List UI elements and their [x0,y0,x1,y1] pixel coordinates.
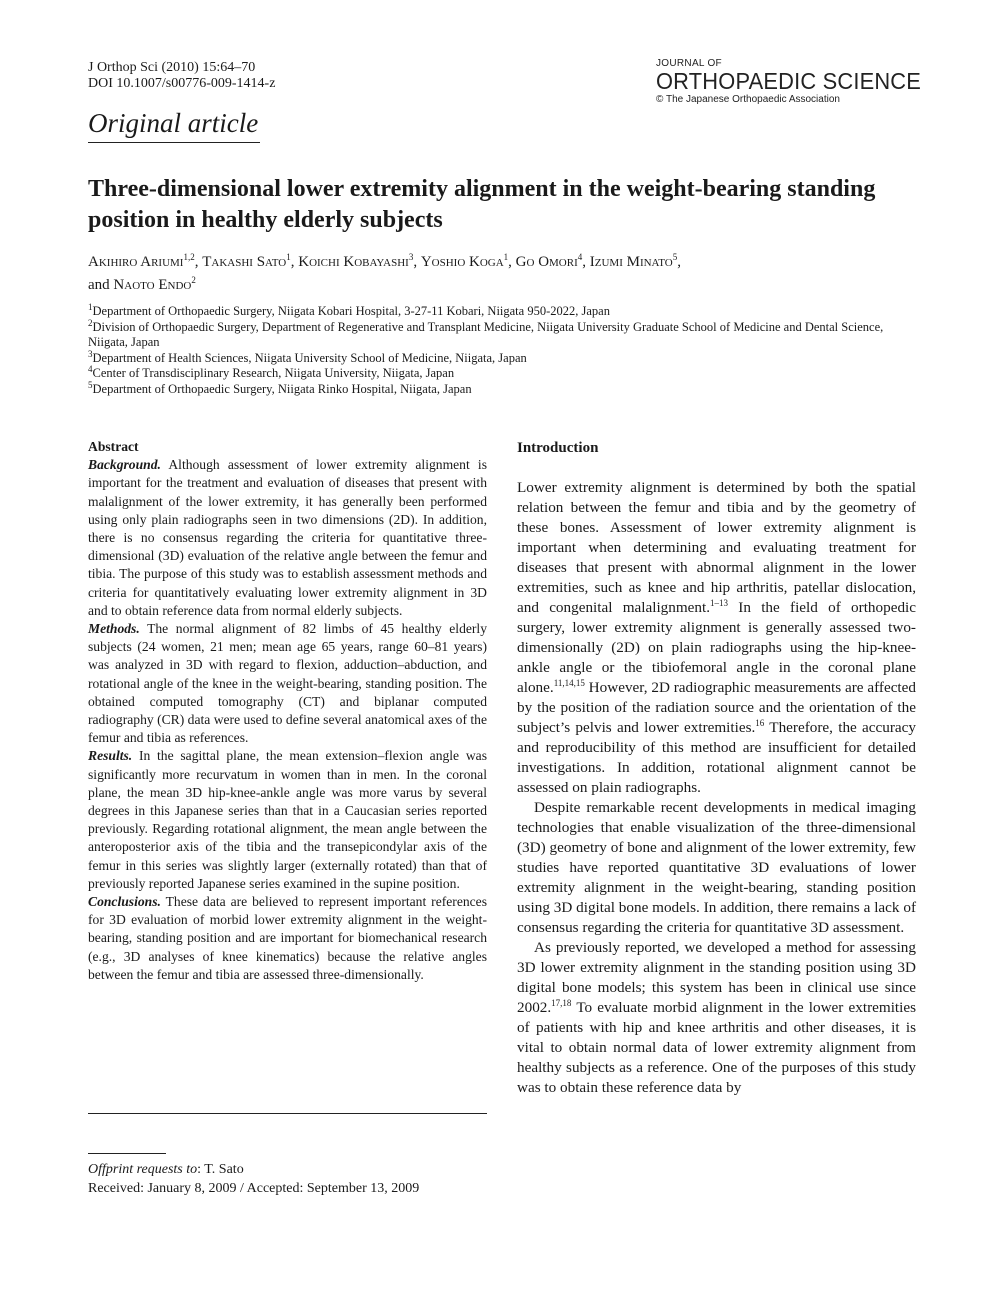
received-line: Received: January 8, 2009 / Accepted: September 13, 2009 [88,1181,420,1196]
intro-text: Therefore, the accuracy and reproducibility of this method are insufficient for detailed investigations. In addition, rotational alignment cannot be assessed on plain radiographs. [517,719,916,796]
footnote-divider [88,1153,166,1154]
affiliation-item [88,317,908,351]
affiliation-text: Department of Orthopaedic Surgery, Niigata Rinko Hospital, Niigata, Japan [92,381,472,396]
abstract-heading: Abstract [88,439,139,454]
author-affil-sup: 1 [503,252,509,262]
introduction-section [517,438,916,1098]
affiliation-item [88,301,908,320]
background-label: Background. [88,457,161,473]
author-affil-sup: 3 [408,252,414,262]
author-sep: , [290,254,299,270]
author-name: Koichi Kobayashi [298,254,409,270]
results-text: In the sagittal plane, the mean extension–flexion angle was significantly more recurvatum in women than in men. In the coronal plane, the mean 3D hip-knee-ankle angle was more varus by several degrees in this Japanese series than that in a Caucasian series reported previously. Regarding rotational alignment, the mean angle between the anteroposterior axis of the tibia and the transepicondylar axis of the femur in this series was slightly larger (externally rotated) than that of previously reported Japanese series examined in the supine position. [88,748,487,891]
reference-sup[interactable]: 1–13 [710,597,729,608]
author-affil-sup: 4 [577,252,583,262]
author-sep: , [413,254,421,270]
article-type: Original article [88,108,259,138]
affiliation-item [88,363,908,382]
author-name: Go Omori [515,254,578,270]
abstract-background [88,456,487,620]
abstract-conclusions [88,893,487,984]
abstract-section [88,438,487,984]
doi[interactable]: DOI 10.1007/s00776-009-1414-z [88,76,276,91]
offprint-line [88,1160,487,1179]
author-name: Naoto Endo [113,277,192,293]
article-title: Three-dimensional lower extremity alignment in the weight-bearing standing position in healthy elderly subjects [88,176,876,233]
conclusions-text: These data are believed to represent important references for 3D evaluation of morbid lower extremity alignment in the weight-bearing, standing position and are important for biomechanical research (e.g., 3D analyses of knee kinematics) because the relative angles between the femur and tibia are assessed three-dimensionally. [88,894,488,982]
intro-text: In the field of orthopedic surgery, lower extremity alignment is generally assessed two-dimensionally (2D) on plain radiographs using the hip-knee-ankle angle or the tibiofemoral angle in the coronal plane alone. [517,599,916,696]
citation-block [88,60,275,92]
abstract-divider [88,1113,487,1114]
authors-and: and [88,277,110,293]
author-sep: , [194,254,203,270]
intro-paragraph-3 [517,938,916,1098]
author-list [88,251,908,297]
introduction-heading: Introduction [517,440,599,456]
affiliation-text: Department of Health Sciences, Niigata University School of Medicine, Niigata, Japan [92,350,527,365]
affiliation-item [88,379,908,398]
journal-name: ORTHOPAEDIC SCIENCE [656,68,922,94]
methods-label: Methods. [88,621,140,637]
affiliation-list [88,301,908,397]
author-name: Izumi Minato [589,254,673,270]
affiliation-text: Division of Orthopaedic Surgery, Department of Regenerative and Transplant Medicine, Niigata University Graduate School of Medicine and Dental Science, Niigata, Japan [88,319,884,349]
author-sep: , [582,254,590,270]
affiliation-num: 2 [88,317,93,328]
affiliation-num: 4 [88,363,93,374]
divider [88,142,260,143]
author-sep: , [508,254,516,270]
author-affil-sup: 1,2 [183,252,195,262]
results-label: Results. [88,748,133,764]
affiliation-item [88,348,908,367]
methods-text: The normal alignment of 82 limbs of 45 healthy elderly subjects (24 women, 21 men; mean age 65 years, range 60–81 years) was analyzed in 3D with regard to flexion, adduction–abduction, and rotational angle of the knee in the weight-bearing, standing position. The obtained computed tomography (CT) and biplanar computed radiography (CR) data were used to define several anatomical axes of the femur and tibia as references. [88,621,487,746]
journal-logo [656,58,935,106]
intro-paragraph-1 [517,478,916,798]
intro-paragraph-2: Despite remarkable recent developments in medical imaging technologies that enable visualization of the three-dimensional (3D) geometry of bone and alignment of the lower extremity, few studies have reported quantitative 3D evaluations of lower extremity alignment in the weight-bearing, standing position using 3D digital bone models. In addition, there remains a lack of consensus regarding the criteria for quantitative 3D assessment. [517,799,916,936]
affiliation-num: 5 [88,379,93,390]
author-affil-sup: 1 [286,252,291,262]
journal-citation: J Orthop Sci (2010) 15:64–70 [88,60,256,75]
author-sep: , [677,254,682,270]
footnote [88,1160,487,1198]
intro-text: However, 2D radiographic measurements are affected by the position of the radiation source and the orientation of the subject’s pelvis and lower extremities. [517,679,916,736]
author-name: Akihiro Ariumi [88,254,184,270]
journal-of-label: JOURNAL OF [656,58,722,69]
author-name: Takashi Sato [202,254,287,270]
intro-text: As previously reported, we developed a method for assessing 3D lower extremity alignment in the standing position using 3D digital bone models; this system has been in clinical use since 2002. [517,939,916,1016]
abstract-methods [88,620,487,747]
reference-sup[interactable]: 17,18 [551,997,572,1008]
intro-text: Lower extremity alignment is determined by both the spatial relation between the femur and tibia and by the geometry of these bones. Assessment of lower extremity alignment is important when determining and evaluating treatment for diseases that present with abnormal alignment in the lower extremities, such as knee and hip arthritis, patellar dislocation, and congenital malalignment. [517,479,916,616]
reference-sup[interactable]: 16 [755,717,765,728]
journal-copyright: © The Japanese Orthopaedic Association [656,94,840,105]
affiliation-num: 1 [88,301,93,312]
author-name: Yoshio Koga [420,254,504,270]
background-text: Although assessment of lower extremity alignment is important for the treatment and evaluation of diseases that present with malalignment of the lower extremity, it has generally been performed using only plain radiographs seen in two dimensions (2D). In addition, there is no consensus regarding the criteria for quantitative three-dimensional (3D) evaluation of the relative angle between the femur and tibia. The purpose of this study was to establish assessment methods and criteria for quantitatively evaluating lower extremity alignment in 3D and to obtain reference data from normal elderly subjects. [88,457,487,618]
affiliation-text: Department of Orthopaedic Surgery, Niigata Kobari Hospital, 3-27-11 Kobari, Niigata 950-2022, Japan [92,304,610,318]
offprint-label: Offprint requests to [88,1162,198,1177]
reference-sup[interactable]: 11,14,15 [553,677,585,688]
offprint-name: : T. Sato [197,1162,244,1177]
author-affil-sup: 5 [672,252,678,262]
abstract-results [88,747,487,893]
conclusions-label: Conclusions. [88,894,161,910]
intro-text: To evaluate morbid alignment in the lower extremities of patients with hip and knee arthritis and other diseases, it is vital to obtain normal data of lower extremity alignment from healthy subjects as a reference. One of the purposes of this study was to obtain these reference data by [517,999,916,1096]
affiliation-num: 3 [88,348,93,359]
author-affil-sup: 2 [191,275,196,285]
affiliation-text: Center of Transdisciplinary Research, Niigata University, Niigata, Japan [92,366,455,380]
